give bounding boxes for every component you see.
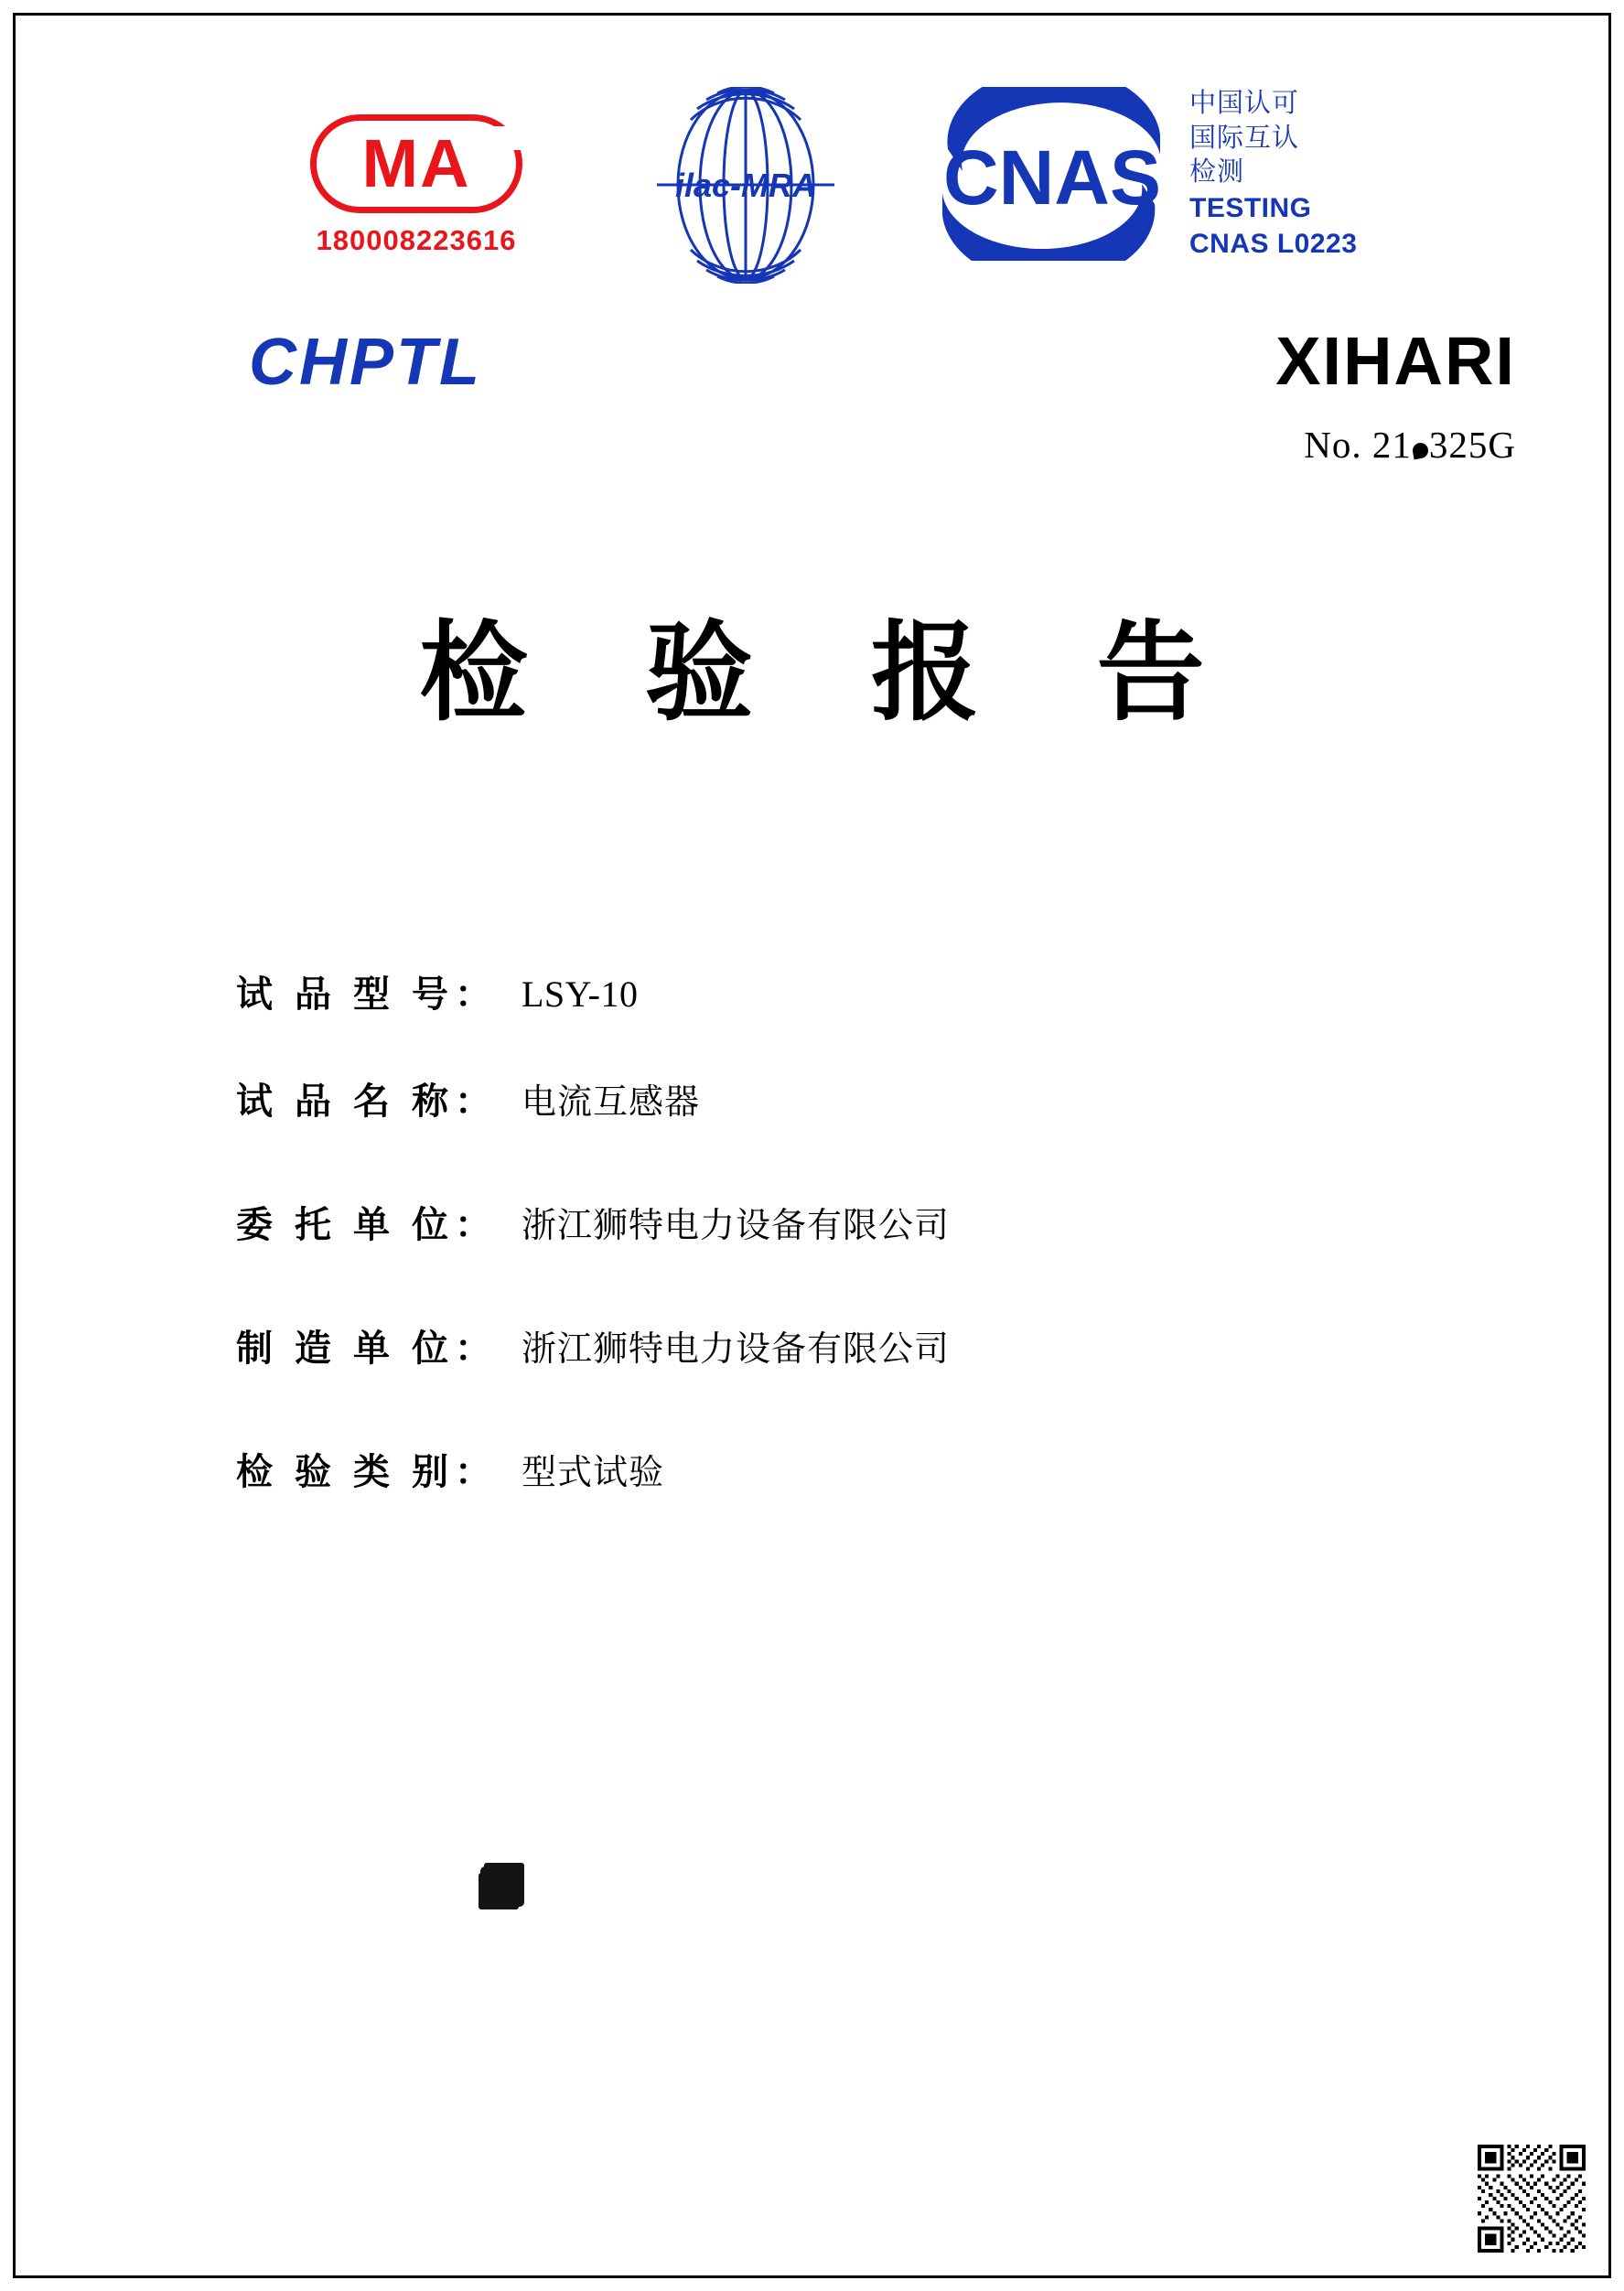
cma-certificate-number: 180008223616 — [316, 224, 517, 256]
field-value-name: 电流互感器 — [522, 1083, 701, 1122]
report-fields — [236, 965, 1425, 1550]
qr-code — [1478, 2145, 1586, 2253]
field-label-client: 委 托 单 位： — [236, 1204, 498, 1245]
field-row-client — [236, 1196, 1425, 1248]
field-value-manufacturer: 浙江狮特电力设备有限公司 — [522, 1330, 951, 1369]
certification-header — [0, 0, 1624, 466]
field-value-client: 浙江狮特电力设备有限公司 — [522, 1207, 951, 1245]
cma-logo — [302, 114, 531, 257]
cnas-line-3: 检测 — [1189, 157, 1245, 188]
field-row-manufacturer — [236, 1319, 1425, 1371]
ink-blot-icon — [1412, 442, 1430, 460]
field-label-model: 试 品 型 号： — [236, 973, 498, 1015]
field-row-test-type — [236, 1443, 1425, 1495]
page-title: 检 验 报 告 — [419, 613, 1249, 734]
cnas-line-1: 中国认可 — [1189, 89, 1300, 118]
chptl-brand: CHPTL — [249, 326, 482, 399]
field-value-test-type: 型式试验 — [522, 1454, 665, 1492]
cnas-logo-icon — [915, 87, 1189, 261]
cnas-accreditation-text — [1189, 87, 1357, 262]
report-number-text: No. 21 — [1304, 424, 1412, 466]
ilac-mra-logo-icon — [640, 87, 851, 284]
field-label-manufacturer: 制 造 单 位： — [236, 1328, 498, 1369]
field-label-name: 试 品 名 称： — [236, 1081, 498, 1122]
cnas-line-5: CNAS L0223 — [1189, 229, 1358, 260]
field-value-model: LSY-10 — [522, 973, 639, 1015]
report-number — [1304, 423, 1516, 467]
cma-mark-label: MA — [361, 125, 471, 201]
field-row-model — [236, 965, 1425, 1017]
xihari-brand: XIHARI — [1275, 323, 1516, 399]
field-label-test-type: 检 验 类 别： — [236, 1451, 498, 1492]
cnas-line-2: 国际互认 — [1189, 123, 1300, 153]
cma-mark-icon — [310, 114, 522, 213]
report-number-text-2: 325G — [1428, 424, 1516, 466]
cnas-line-4: TESTING — [1189, 193, 1312, 224]
field-row-name — [236, 1072, 1425, 1124]
cma-mark-notch — [476, 126, 523, 150]
svg-text:CNAS: CNAS — [942, 134, 1162, 220]
svg-text:ilac-MRA: ilac-MRA — [674, 167, 817, 204]
ink-smudge-mark — [480, 1866, 524, 1907]
